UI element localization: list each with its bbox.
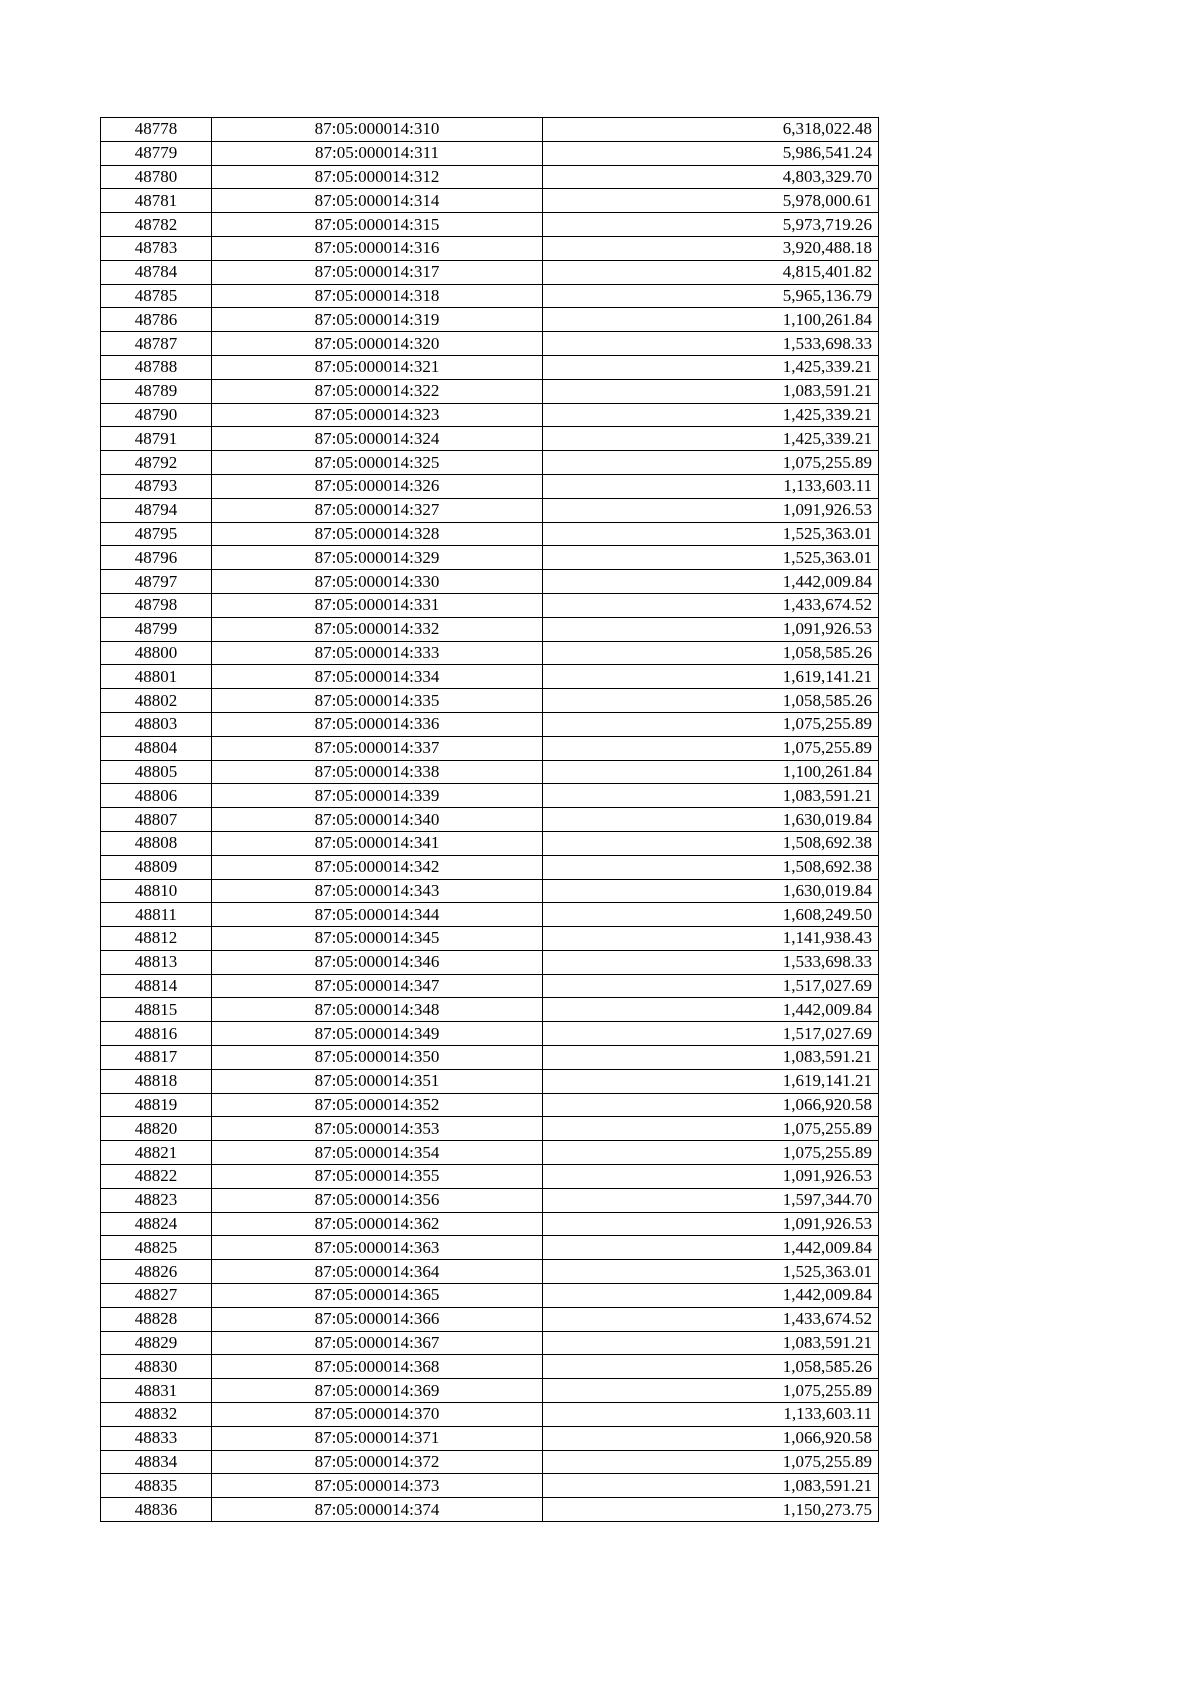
- cadastral-value-cell: 1,425,339.21: [543, 355, 879, 379]
- cadastral-number-cell: 87:05:000014:367: [212, 1331, 543, 1355]
- cadastral-value-cell: 1,075,255.89: [543, 736, 879, 760]
- table-row: [101, 522, 879, 546]
- row-number-cell: 48818: [101, 1069, 212, 1093]
- row-number-cell: 48799: [101, 617, 212, 641]
- cadastral-value-cell: 1,083,591.21: [543, 1474, 879, 1498]
- row-number-cell: 48786: [101, 308, 212, 332]
- cadastral-number-cell: 87:05:000014:362: [212, 1212, 543, 1236]
- row-number-cell: 48834: [101, 1450, 212, 1474]
- row-number-cell: 48810: [101, 879, 212, 903]
- cadastral-value-cell: 1,442,009.84: [543, 998, 879, 1022]
- table-row: [101, 236, 879, 260]
- cadastral-value-cell: 1,433,674.52: [543, 593, 879, 617]
- cadastral-value-cell: 1,058,585.26: [543, 689, 879, 713]
- cadastral-value-cell: 1,442,009.84: [543, 1284, 879, 1308]
- table-row: [101, 1046, 879, 1070]
- table-row: [101, 665, 879, 689]
- cadastral-number-cell: 87:05:000014:363: [212, 1236, 543, 1260]
- cadastral-number-cell: 87:05:000014:311: [212, 141, 543, 165]
- cadastral-number-cell: 87:05:000014:310: [212, 118, 543, 142]
- cadastral-value-cell: 1,091,926.53: [543, 498, 879, 522]
- cadastral-value-cell: 1,083,591.21: [543, 1046, 879, 1070]
- table-row: [101, 451, 879, 475]
- row-number-cell: 48779: [101, 141, 212, 165]
- cadastral-number-cell: 87:05:000014:374: [212, 1498, 543, 1522]
- cadastral-value-cell: 1,442,009.84: [543, 570, 879, 594]
- table-row: [101, 355, 879, 379]
- row-number-cell: 48785: [101, 284, 212, 308]
- row-number-cell: 48816: [101, 1022, 212, 1046]
- cadastral-value-cell: 1,533,698.33: [543, 950, 879, 974]
- cadastral-value-cell: 3,920,488.18: [543, 236, 879, 260]
- cadastral-number-cell: 87:05:000014:338: [212, 760, 543, 784]
- table-row: [101, 1426, 879, 1450]
- cadastral-number-cell: 87:05:000014:337: [212, 736, 543, 760]
- cadastral-number-cell: 87:05:000014:370: [212, 1403, 543, 1427]
- cadastral-value-cell: 1,442,009.84: [543, 1236, 879, 1260]
- row-number-cell: 48780: [101, 165, 212, 189]
- table-row: [101, 308, 879, 332]
- cadastral-number-cell: 87:05:000014:326: [212, 474, 543, 498]
- cadastral-number-cell: 87:05:000014:372: [212, 1450, 543, 1474]
- cadastral-number-cell: 87:05:000014:351: [212, 1069, 543, 1093]
- cadastral-value-cell: 1,619,141.21: [543, 665, 879, 689]
- row-number-cell: 48781: [101, 189, 212, 213]
- cadastral-number-cell: 87:05:000014:353: [212, 1117, 543, 1141]
- cadastral-value-cell: 1,533,698.33: [543, 332, 879, 356]
- cadastral-value-cell: 1,100,261.84: [543, 308, 879, 332]
- table-row: [101, 855, 879, 879]
- table-row: [101, 1117, 879, 1141]
- cadastral-number-cell: 87:05:000014:325: [212, 451, 543, 475]
- cadastral-number-cell: 87:05:000014:322: [212, 379, 543, 403]
- cadastral-value-cell: 1,133,603.11: [543, 1403, 879, 1427]
- cadastral-number-cell: 87:05:000014:314: [212, 189, 543, 213]
- row-number-cell: 48791: [101, 427, 212, 451]
- cadastral-value-cell: 1,517,027.69: [543, 974, 879, 998]
- cadastral-number-cell: 87:05:000014:350: [212, 1046, 543, 1070]
- row-number-cell: 48807: [101, 808, 212, 832]
- table-row: [101, 974, 879, 998]
- cadastral-number-cell: 87:05:000014:335: [212, 689, 543, 713]
- cadastral-value-cell: 1,425,339.21: [543, 403, 879, 427]
- cadastral-number-cell: 87:05:000014:354: [212, 1141, 543, 1165]
- cadastral-value-cell: 1,630,019.84: [543, 808, 879, 832]
- table-row: [101, 950, 879, 974]
- table-row: [101, 903, 879, 927]
- row-number-cell: 48813: [101, 950, 212, 974]
- cadastral-number-cell: 87:05:000014:345: [212, 927, 543, 951]
- row-number-cell: 48794: [101, 498, 212, 522]
- row-number-cell: 48783: [101, 236, 212, 260]
- row-number-cell: 48805: [101, 760, 212, 784]
- table-row: [101, 831, 879, 855]
- table-row: [101, 1093, 879, 1117]
- cadastral-value-cell: 1,075,255.89: [543, 1117, 879, 1141]
- cadastral-value-cell: 4,803,329.70: [543, 165, 879, 189]
- cadastral-value-cell: 1,091,926.53: [543, 617, 879, 641]
- row-number-cell: 48778: [101, 118, 212, 142]
- row-number-cell: 48829: [101, 1331, 212, 1355]
- cadastral-value-cell: 5,965,136.79: [543, 284, 879, 308]
- cadastral-value-cell: 5,978,000.61: [543, 189, 879, 213]
- cadastral-number-cell: 87:05:000014:347: [212, 974, 543, 998]
- cadastral-value-cell: 1,091,926.53: [543, 1212, 879, 1236]
- row-number-cell: 48787: [101, 332, 212, 356]
- cadastral-value-cell: 1,597,344.70: [543, 1188, 879, 1212]
- table-row: [101, 1450, 879, 1474]
- cadastral-number-cell: 87:05:000014:346: [212, 950, 543, 974]
- table-row: [101, 141, 879, 165]
- table-row: [101, 1141, 879, 1165]
- cadastral-number-cell: 87:05:000014:349: [212, 1022, 543, 1046]
- row-number-cell: 48824: [101, 1212, 212, 1236]
- table-row: [101, 165, 879, 189]
- cadastral-number-cell: 87:05:000014:312: [212, 165, 543, 189]
- table-row: [101, 617, 879, 641]
- row-number-cell: 48826: [101, 1260, 212, 1284]
- cadastral-value-cell: 1,075,255.89: [543, 712, 879, 736]
- table-row: [101, 498, 879, 522]
- cadastral-number-cell: 87:05:000014:334: [212, 665, 543, 689]
- cadastral-value-cell: 1,619,141.21: [543, 1069, 879, 1093]
- cadastral-number-cell: 87:05:000014:330: [212, 570, 543, 594]
- cadastral-value-table: [100, 117, 879, 1522]
- row-number-cell: 48822: [101, 1165, 212, 1189]
- row-number-cell: 48823: [101, 1188, 212, 1212]
- cadastral-number-cell: 87:05:000014:327: [212, 498, 543, 522]
- table-row: [101, 689, 879, 713]
- cadastral-number-cell: 87:05:000014:317: [212, 260, 543, 284]
- cadastral-number-cell: 87:05:000014:342: [212, 855, 543, 879]
- row-number-cell: 48809: [101, 855, 212, 879]
- row-number-cell: 48827: [101, 1284, 212, 1308]
- cadastral-value-cell: 6,318,022.48: [543, 118, 879, 142]
- row-number-cell: 48821: [101, 1141, 212, 1165]
- row-number-cell: 48806: [101, 784, 212, 808]
- cadastral-number-cell: 87:05:000014:324: [212, 427, 543, 451]
- table-row: [101, 213, 879, 237]
- table-row: [101, 808, 879, 832]
- row-number-cell: 48788: [101, 355, 212, 379]
- cadastral-number-cell: 87:05:000014:339: [212, 784, 543, 808]
- row-number-cell: 48814: [101, 974, 212, 998]
- row-number-cell: 48792: [101, 451, 212, 475]
- cadastral-value-cell: 1,141,938.43: [543, 927, 879, 951]
- cadastral-value-cell: 1,083,591.21: [543, 784, 879, 808]
- row-number-cell: 48798: [101, 593, 212, 617]
- cadastral-number-cell: 87:05:000014:340: [212, 808, 543, 832]
- table-row: [101, 1212, 879, 1236]
- cadastral-value-cell: 1,525,363.01: [543, 546, 879, 570]
- cadastral-number-cell: 87:05:000014:332: [212, 617, 543, 641]
- cadastral-number-cell: 87:05:000014:373: [212, 1474, 543, 1498]
- cadastral-value-cell: 1,433,674.52: [543, 1307, 879, 1331]
- cadastral-number-cell: 87:05:000014:318: [212, 284, 543, 308]
- table-row: [101, 570, 879, 594]
- row-number-cell: 48793: [101, 474, 212, 498]
- cadastral-number-cell: 87:05:000014:336: [212, 712, 543, 736]
- row-number-cell: 48800: [101, 641, 212, 665]
- row-number-cell: 48817: [101, 1046, 212, 1070]
- row-number-cell: 48795: [101, 522, 212, 546]
- cadastral-value-cell: 1,425,339.21: [543, 427, 879, 451]
- cadastral-value-cell: 1,508,692.38: [543, 855, 879, 879]
- table-row: [101, 379, 879, 403]
- cadastral-value-cell: 5,986,541.24: [543, 141, 879, 165]
- cadastral-number-cell: 87:05:000014:368: [212, 1355, 543, 1379]
- cadastral-number-cell: 87:05:000014:352: [212, 1093, 543, 1117]
- table-row: [101, 1355, 879, 1379]
- table-row: [101, 998, 879, 1022]
- cadastral-number-cell: 87:05:000014:355: [212, 1165, 543, 1189]
- row-number-cell: 48790: [101, 403, 212, 427]
- table-row: [101, 1165, 879, 1189]
- cadastral-number-cell: 87:05:000014:316: [212, 236, 543, 260]
- cadastral-number-cell: 87:05:000014:343: [212, 879, 543, 903]
- table-row: [101, 1331, 879, 1355]
- cadastral-value-cell: 1,083,591.21: [543, 1331, 879, 1355]
- row-number-cell: 48803: [101, 712, 212, 736]
- table-row: [101, 927, 879, 951]
- row-number-cell: 48832: [101, 1403, 212, 1427]
- row-number-cell: 48836: [101, 1498, 212, 1522]
- row-number-cell: 48819: [101, 1093, 212, 1117]
- cadastral-value-cell: 1,066,920.58: [543, 1093, 879, 1117]
- cadastral-number-cell: 87:05:000014:366: [212, 1307, 543, 1331]
- cadastral-value-cell: 4,815,401.82: [543, 260, 879, 284]
- row-number-cell: 48815: [101, 998, 212, 1022]
- table-row: [101, 1474, 879, 1498]
- row-number-cell: 48833: [101, 1426, 212, 1450]
- cadastral-number-cell: 87:05:000014:341: [212, 831, 543, 855]
- row-number-cell: 48835: [101, 1474, 212, 1498]
- document-page: [100, 117, 878, 1522]
- table-row: [101, 641, 879, 665]
- table-row: [101, 1236, 879, 1260]
- row-number-cell: 48782: [101, 213, 212, 237]
- row-number-cell: 48804: [101, 736, 212, 760]
- cadastral-number-cell: 87:05:000014:369: [212, 1379, 543, 1403]
- cadastral-value-cell: 1,508,692.38: [543, 831, 879, 855]
- row-number-cell: 48828: [101, 1307, 212, 1331]
- cadastral-number-cell: 87:05:000014:371: [212, 1426, 543, 1450]
- cadastral-value-cell: 5,973,719.26: [543, 213, 879, 237]
- row-number-cell: 48811: [101, 903, 212, 927]
- table-row: [101, 1260, 879, 1284]
- cadastral-value-cell: 1,608,249.50: [543, 903, 879, 927]
- row-number-cell: 48797: [101, 570, 212, 594]
- table-row: [101, 736, 879, 760]
- table-row: [101, 879, 879, 903]
- cadastral-value-cell: 1,075,255.89: [543, 451, 879, 475]
- table-row: [101, 1307, 879, 1331]
- cadastral-number-cell: 87:05:000014:344: [212, 903, 543, 927]
- cadastral-value-cell: 1,091,926.53: [543, 1165, 879, 1189]
- row-number-cell: 48808: [101, 831, 212, 855]
- table-row: [101, 1498, 879, 1522]
- row-number-cell: 48784: [101, 260, 212, 284]
- table-row: [101, 784, 879, 808]
- table-row: [101, 284, 879, 308]
- table-row: [101, 593, 879, 617]
- cadastral-number-cell: 87:05:000014:315: [212, 213, 543, 237]
- cadastral-value-cell: 1,058,585.26: [543, 641, 879, 665]
- cadastral-value-cell: 1,058,585.26: [543, 1355, 879, 1379]
- cadastral-value-cell: 1,630,019.84: [543, 879, 879, 903]
- cadastral-number-cell: 87:05:000014:365: [212, 1284, 543, 1308]
- cadastral-value-cell: 1,100,261.84: [543, 760, 879, 784]
- cadastral-value-cell: 1,075,255.89: [543, 1450, 879, 1474]
- cadastral-number-cell: 87:05:000014:356: [212, 1188, 543, 1212]
- table-row: [101, 260, 879, 284]
- cadastral-value-cell: 1,525,363.01: [543, 522, 879, 546]
- cadastral-value-cell: 1,525,363.01: [543, 1260, 879, 1284]
- cadastral-value-cell: 1,150,273.75: [543, 1498, 879, 1522]
- table-row: [101, 1069, 879, 1093]
- table-row: [101, 332, 879, 356]
- cadastral-value-cell: 1,066,920.58: [543, 1426, 879, 1450]
- table-row: [101, 1379, 879, 1403]
- row-number-cell: 48801: [101, 665, 212, 689]
- cadastral-value-cell: 1,083,591.21: [543, 379, 879, 403]
- table-row: [101, 712, 879, 736]
- cadastral-number-cell: 87:05:000014:348: [212, 998, 543, 1022]
- table-row: [101, 474, 879, 498]
- cadastral-number-cell: 87:05:000014:320: [212, 332, 543, 356]
- cadastral-number-cell: 87:05:000014:329: [212, 546, 543, 570]
- row-number-cell: 48789: [101, 379, 212, 403]
- cadastral-number-cell: 87:05:000014:328: [212, 522, 543, 546]
- row-number-cell: 48802: [101, 689, 212, 713]
- row-number-cell: 48825: [101, 1236, 212, 1260]
- cadastral-number-cell: 87:05:000014:331: [212, 593, 543, 617]
- cadastral-number-cell: 87:05:000014:323: [212, 403, 543, 427]
- table-body: [101, 118, 879, 1522]
- row-number-cell: 48831: [101, 1379, 212, 1403]
- table-row: [101, 1403, 879, 1427]
- table-row: [101, 546, 879, 570]
- table-row: [101, 118, 879, 142]
- cadastral-value-cell: 1,075,255.89: [543, 1141, 879, 1165]
- cadastral-number-cell: 87:05:000014:321: [212, 355, 543, 379]
- table-row: [101, 403, 879, 427]
- table-row: [101, 1022, 879, 1046]
- table-row: [101, 1188, 879, 1212]
- table-row: [101, 427, 879, 451]
- cadastral-value-cell: 1,133,603.11: [543, 474, 879, 498]
- cadastral-number-cell: 87:05:000014:319: [212, 308, 543, 332]
- cadastral-value-cell: 1,517,027.69: [543, 1022, 879, 1046]
- cadastral-number-cell: 87:05:000014:333: [212, 641, 543, 665]
- row-number-cell: 48820: [101, 1117, 212, 1141]
- row-number-cell: 48796: [101, 546, 212, 570]
- table-row: [101, 1284, 879, 1308]
- cadastral-value-cell: 1,075,255.89: [543, 1379, 879, 1403]
- row-number-cell: 48812: [101, 927, 212, 951]
- cadastral-number-cell: 87:05:000014:364: [212, 1260, 543, 1284]
- table-row: [101, 189, 879, 213]
- row-number-cell: 48830: [101, 1355, 212, 1379]
- table-row: [101, 760, 879, 784]
